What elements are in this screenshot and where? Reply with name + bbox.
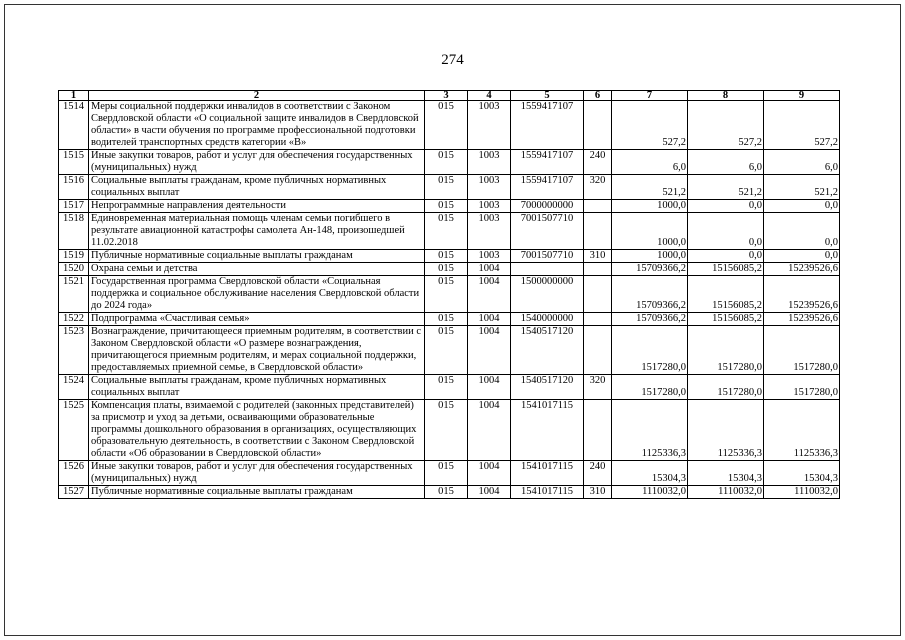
cell-col5: 7001507710 — [511, 213, 584, 250]
row-description: Государственная программа Свердловской области «Социальная поддержка и социальное обслуживание населения Свердловской области до 2024 года» — [89, 276, 425, 313]
cell-col4: 1003 — [468, 200, 511, 213]
cell-col7: 1125336,3 — [612, 400, 688, 461]
row-number: 1517 — [59, 200, 89, 213]
cell-col4: 1004 — [468, 313, 511, 326]
cell-col6: 310 — [584, 486, 612, 499]
row-description: Непрограммные направления деятельности — [89, 200, 425, 213]
header-row — [59, 91, 840, 101]
budget-table — [58, 90, 840, 499]
cell-col8: 15304,3 — [688, 461, 764, 486]
cell-col5: 1540517120 — [511, 375, 584, 400]
cell-col6 — [584, 263, 612, 276]
table-row — [59, 175, 840, 200]
cell-col6 — [584, 326, 612, 375]
cell-col7: 15304,3 — [612, 461, 688, 486]
cell-col9: 15304,3 — [764, 461, 840, 486]
row-number: 1519 — [59, 250, 89, 263]
cell-col5: 1559417107 — [511, 101, 584, 150]
cell-col9: 1110032,0 — [764, 486, 840, 499]
row-number: 1518 — [59, 213, 89, 250]
row-description: Меры социальной поддержки инвалидов в соответствии с Законом Свердловской области «О социальной защите инвалидов в Свердловской области» в части обучения по программе профессиональной подготовки водителей транспортных средств категории «В» — [89, 101, 425, 150]
table-row — [59, 213, 840, 250]
row-number: 1525 — [59, 400, 89, 461]
column-header: 3 — [425, 91, 468, 101]
cell-col4: 1003 — [468, 101, 511, 150]
table-row — [59, 200, 840, 213]
cell-col9: 1517280,0 — [764, 326, 840, 375]
cell-col8: 1110032,0 — [688, 486, 764, 499]
cell-col6 — [584, 276, 612, 313]
table-row — [59, 150, 840, 175]
cell-col9: 527,2 — [764, 101, 840, 150]
row-description: Иные закупки товаров, работ и услуг для обеспечения государственных (муниципальных) нужд — [89, 461, 425, 486]
cell-col3: 015 — [425, 263, 468, 276]
cell-col9: 521,2 — [764, 175, 840, 200]
cell-col7: 1110032,0 — [612, 486, 688, 499]
table-row — [59, 276, 840, 313]
cell-col9: 6,0 — [764, 150, 840, 175]
cell-col9: 15239526,6 — [764, 313, 840, 326]
cell-col7: 521,2 — [612, 175, 688, 200]
row-description: Публичные нормативные социальные выплаты гражданам — [89, 250, 425, 263]
cell-col5: 1500000000 — [511, 276, 584, 313]
cell-col3: 015 — [425, 400, 468, 461]
cell-col7: 15709366,2 — [612, 313, 688, 326]
cell-col7: 1000,0 — [612, 250, 688, 263]
cell-col9: 0,0 — [764, 213, 840, 250]
cell-col5: 1540000000 — [511, 313, 584, 326]
column-header: 5 — [511, 91, 584, 101]
table-row — [59, 250, 840, 263]
cell-col8: 6,0 — [688, 150, 764, 175]
row-number: 1521 — [59, 276, 89, 313]
cell-col6: 240 — [584, 461, 612, 486]
cell-col8: 521,2 — [688, 175, 764, 200]
row-description: Социальные выплаты гражданам, кроме публичных нормативных социальных выплат — [89, 175, 425, 200]
cell-col7: 1517280,0 — [612, 326, 688, 375]
cell-col7: 1000,0 — [612, 213, 688, 250]
row-number: 1526 — [59, 461, 89, 486]
cell-col8: 0,0 — [688, 250, 764, 263]
column-header: 6 — [584, 91, 612, 101]
column-header: 4 — [468, 91, 511, 101]
row-number: 1516 — [59, 175, 89, 200]
table-row — [59, 326, 840, 375]
cell-col9: 0,0 — [764, 200, 840, 213]
cell-col3: 015 — [425, 101, 468, 150]
cell-col4: 1004 — [468, 461, 511, 486]
row-number: 1527 — [59, 486, 89, 499]
cell-col5: 7000000000 — [511, 200, 584, 213]
row-description: Подпрограмма «Счастливая семья» — [89, 313, 425, 326]
cell-col8: 1517280,0 — [688, 375, 764, 400]
cell-col7: 15709366,2 — [612, 276, 688, 313]
cell-col4: 1004 — [468, 400, 511, 461]
cell-col5: 1541017115 — [511, 400, 584, 461]
cell-col3: 015 — [425, 461, 468, 486]
table-row — [59, 101, 840, 150]
row-number: 1520 — [59, 263, 89, 276]
cell-col6 — [584, 101, 612, 150]
cell-col4: 1004 — [468, 375, 511, 400]
cell-col8: 15156085,2 — [688, 276, 764, 313]
cell-col9: 0,0 — [764, 250, 840, 263]
cell-col7: 15709366,2 — [612, 263, 688, 276]
cell-col4: 1004 — [468, 326, 511, 375]
column-header: 1 — [59, 91, 89, 101]
cell-col4: 1003 — [468, 150, 511, 175]
cell-col8: 15156085,2 — [688, 263, 764, 276]
column-header: 9 — [764, 91, 840, 101]
row-description: Публичные нормативные социальные выплаты гражданам — [89, 486, 425, 499]
cell-col8: 0,0 — [688, 213, 764, 250]
cell-col4: 1003 — [468, 175, 511, 200]
cell-col9: 1517280,0 — [764, 375, 840, 400]
cell-col7: 527,2 — [612, 101, 688, 150]
row-number: 1522 — [59, 313, 89, 326]
page-number: 274 — [441, 52, 464, 68]
cell-col6: 240 — [584, 150, 612, 175]
cell-col3: 015 — [425, 200, 468, 213]
row-description: Социальные выплаты гражданам, кроме публичных нормативных социальных выплат — [89, 375, 425, 400]
column-header: 8 — [688, 91, 764, 101]
table-row — [59, 486, 840, 499]
cell-col3: 015 — [425, 250, 468, 263]
column-header: 2 — [89, 91, 425, 101]
column-header: 7 — [612, 91, 688, 101]
cell-col8: 527,2 — [688, 101, 764, 150]
cell-col8: 15156085,2 — [688, 313, 764, 326]
cell-col8: 1517280,0 — [688, 326, 764, 375]
cell-col3: 015 — [425, 326, 468, 375]
cell-col7: 6,0 — [612, 150, 688, 175]
cell-col6: 320 — [584, 375, 612, 400]
row-number: 1524 — [59, 375, 89, 400]
cell-col3: 015 — [425, 175, 468, 200]
cell-col6: 310 — [584, 250, 612, 263]
row-number: 1515 — [59, 150, 89, 175]
row-description: Охрана семьи и детства — [89, 263, 425, 276]
row-number: 1514 — [59, 101, 89, 150]
row-description: Компенсация платы, взимаемой с родителей (законных представителей) за присмотр и уход за детьми, осваивающими образовательные программы дошкольного образования в организациях, осуществляющих образовательную деятельность, в соответствии с Законом Свердловской области «Об образовании в Свердловской области» — [89, 400, 425, 461]
cell-col3: 015 — [425, 313, 468, 326]
cell-col7: 1517280,0 — [612, 375, 688, 400]
row-description: Единовременная материальная помощь членам семьи погибшего в результате авиационной катастрофы самолета Ан-148, произошедшей 11.02.2018 — [89, 213, 425, 250]
cell-col9: 1125336,3 — [764, 400, 840, 461]
cell-col6: 320 — [584, 175, 612, 200]
cell-col6 — [584, 213, 612, 250]
cell-col4: 1004 — [468, 486, 511, 499]
table-row — [59, 400, 840, 461]
table-row — [59, 313, 840, 326]
cell-col4: 1003 — [468, 213, 511, 250]
table-row — [59, 263, 840, 276]
cell-col8: 0,0 — [688, 200, 764, 213]
cell-col5: 1540517120 — [511, 326, 584, 375]
cell-col8: 1125336,3 — [688, 400, 764, 461]
cell-col5 — [511, 263, 584, 276]
cell-col4: 1003 — [468, 250, 511, 263]
cell-col4: 1004 — [468, 263, 511, 276]
row-description: Вознаграждение, причитающееся приемным родителям, в соответствии с Законом Свердловской области «О размере вознаграждения, причитающегося приемным родителям, и мерах социальной поддержки, предоставляемых приемной семье, в Свердловской области» — [89, 326, 425, 375]
table-row — [59, 375, 840, 400]
cell-col5: 1541017115 — [511, 461, 584, 486]
cell-col3: 015 — [425, 150, 468, 175]
cell-col5: 1559417107 — [511, 150, 584, 175]
cell-col9: 15239526,6 — [764, 263, 840, 276]
cell-col6 — [584, 400, 612, 461]
cell-col6 — [584, 313, 612, 326]
cell-col4: 1004 — [468, 276, 511, 313]
row-number: 1523 — [59, 326, 89, 375]
cell-col3: 015 — [425, 276, 468, 313]
cell-col5: 7001507710 — [511, 250, 584, 263]
cell-col5: 1541017115 — [511, 486, 584, 499]
cell-col7: 1000,0 — [612, 200, 688, 213]
table-row — [59, 461, 840, 486]
cell-col5: 1559417107 — [511, 175, 584, 200]
row-description: Иные закупки товаров, работ и услуг для обеспечения государственных (муниципальных) нужд — [89, 150, 425, 175]
cell-col3: 015 — [425, 486, 468, 499]
cell-col3: 015 — [425, 213, 468, 250]
cell-col6 — [584, 200, 612, 213]
cell-col9: 15239526,6 — [764, 276, 840, 313]
cell-col3: 015 — [425, 375, 468, 400]
